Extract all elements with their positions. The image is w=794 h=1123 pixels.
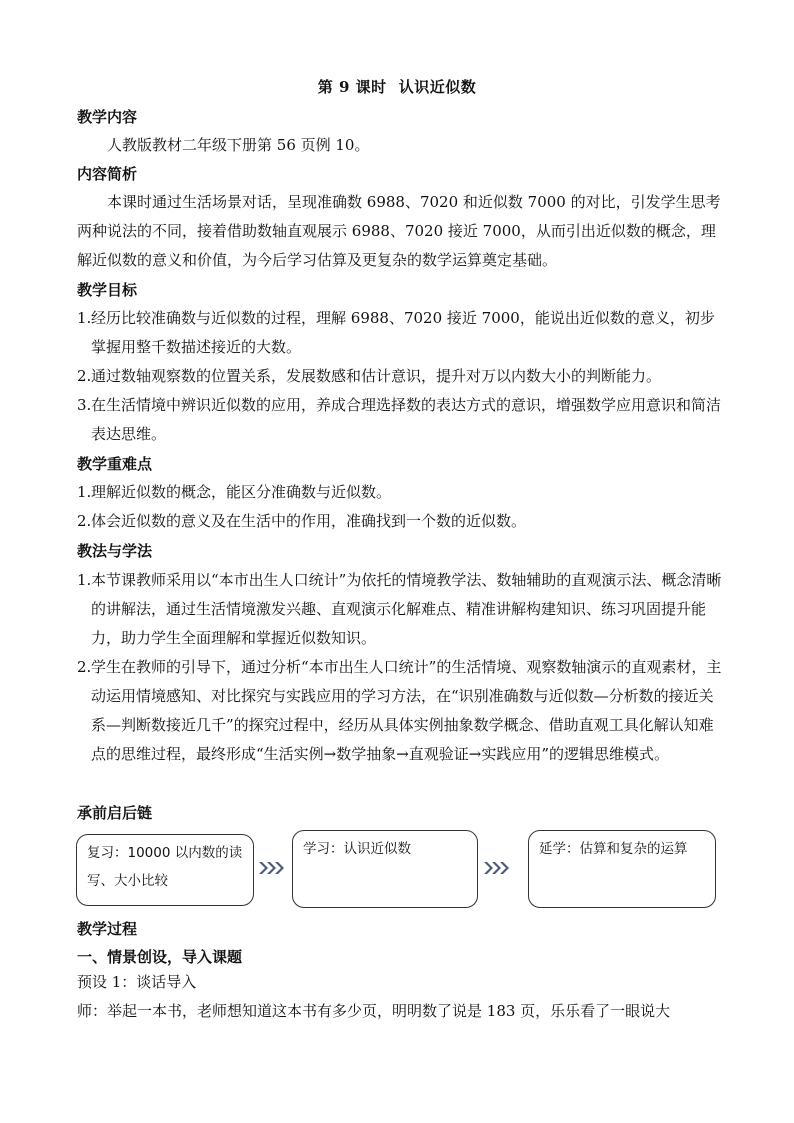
chevron-right-icon: [258, 860, 288, 876]
methods-list: [77, 566, 727, 769]
content-heading: 教学内容: [77, 108, 138, 126]
preset-text: 预设 1：谈话导入: [77, 973, 197, 991]
key-heading: 教学重难点: [77, 455, 153, 473]
lesson-topic: 认识近似数: [398, 78, 477, 96]
key-item: 1. 理解近似数的概念，能区分准确数与近似数。: [77, 483, 392, 501]
method-item: 1. 本节课教师采用以“本市出生人口统计”为依托的情境教学法、数轴辅助的直观演示法、概念清晰的讲解法，通过生活情境激发兴趣、直观演示化解难点、精准讲解构建知识、练习巩固提升能力，助力学生全面理解和掌握近似数知识。: [77, 571, 722, 647]
dialog-text: 师：举起一本书，老师想知道这本书有多少页，明明数了说是 183 页，乐乐看了一眼说大: [77, 1002, 671, 1020]
extend-box: 延学：估算和复杂的运算: [528, 830, 716, 908]
key-item: 2. 体会近似数的意义及在生活中的作用，准确找到一个数的近似数。: [77, 512, 527, 530]
method-item: 2. 学生在教师的引导下，通过分析“本市出生人口统计”的生活情境、观察数轴演示的直观素材，主动运用情境感知、对比探究与实践应用的学习方法，在“识别准确数与近似数—分析数的接近关系—判断数接近几千”的探究过程中，经历从具体实例抽象数学概念、借助直观工具化解认知难点的思维过程，最终形成“生活实例→数学抽象→直观验证→实践应用”的逻辑思维模式。: [77, 658, 722, 763]
method-heading: 教法与学法: [77, 542, 153, 560]
goal-item: 2. 通过数轴观察数的位置关系，发展数感和估计意识，提升对万以内数大小的判断能力。: [77, 367, 662, 385]
content-text: 人教版教材二年级下册第 56 页例 10。: [107, 136, 370, 154]
review-box: 复习：10000 以内数的读写、大小比较: [76, 834, 254, 906]
keys-list: [77, 478, 727, 536]
lesson-number: 第 9 课时: [317, 78, 387, 96]
goals-list: [77, 304, 727, 449]
goals-heading: 教学目标: [77, 281, 138, 299]
step1-heading: 一、情景创设，导入课题: [77, 948, 243, 966]
page-title: [0, 76, 794, 97]
learn-box: 学习：认识近似数: [292, 830, 478, 908]
chevron-right-icon: [483, 860, 513, 876]
brief-heading: 内容简析: [77, 165, 138, 183]
goal-item: 3. 在生活情境中辨识近似数的应用，养成合理选择数的表达方式的意识，增强数学应用意识和简洁表达思维。: [77, 396, 722, 443]
chain-heading: 承前启后链: [77, 804, 153, 822]
process-heading: 教学过程: [77, 920, 138, 938]
brief-text: 本课时通过生活场景对话，呈现准确数 6988、7020 和近似数 7000 的对比，引发学生思考两种说法的不同，接着借助数轴直观展示 6988、7020 接近 7000，从而引出近似数的概念，理解近似数的意义和价值，为今后学习估算及更复杂的数学运算奠定基础。: [77, 193, 721, 269]
goal-item: 1. 经历比较准确数与近似数的过程，理解 6988、7020 接近 7000，能说出近似数的意义，初步掌握用整千数描述接近的大数。: [77, 309, 715, 356]
